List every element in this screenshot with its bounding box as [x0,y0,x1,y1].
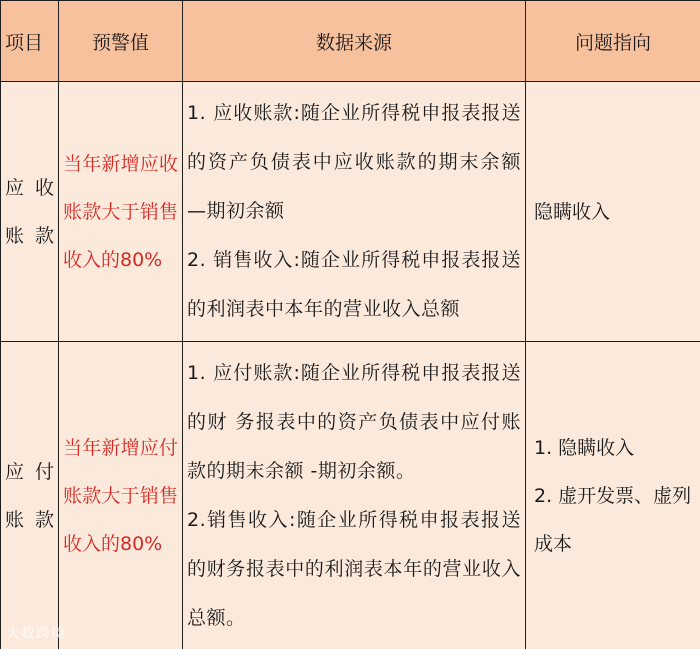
header-row [1,1,700,82]
table-row [1,82,700,342]
issue-line: 1. 隐瞒收入 [534,437,635,459]
item-cell: 应付账款 [1,342,59,649]
threshold-cell: 当年新增应付账款大于销售收入的80% [59,342,183,649]
item-cell: 应收账款 [1,82,59,342]
header-threshold: 预警值 [59,1,183,82]
threshold-cell: 当年新增应收账款大于销售收入的80% [59,82,183,342]
source-line: 1. 应收账款:随企业所得税申报表报送的资产负债表中应收账款的期末余额 —期初余额 [187,102,521,222]
header-source: 数据来源 [183,1,526,82]
header-issue: 问题指向 [526,1,700,82]
table-row [1,342,700,649]
source-cell [183,342,526,649]
issue-cell [526,342,700,649]
issue-line: 2. 虚开发票、虚列成本 [534,485,692,555]
source-line: 2. 销售收入:随企业所得税申报表报送的利润表中本年的营业收入总额 [187,249,521,320]
issue-cell [526,82,700,342]
watermark: 大数跨境 [6,626,66,642]
source-line: 2.销售收入:随企业所得税申报表报送的财务报表中的利润表本年的营业收入总额。 [187,509,521,629]
issue-line: 隐瞒收入 [534,200,611,223]
source-cell [183,82,526,342]
source-line: 1. 应付账款:随企业所得税申报表报送的财 务报表中的资产负债表中应付账款的期末余额 -期初余额。 [187,362,521,482]
header-item: 项目 [1,1,59,82]
